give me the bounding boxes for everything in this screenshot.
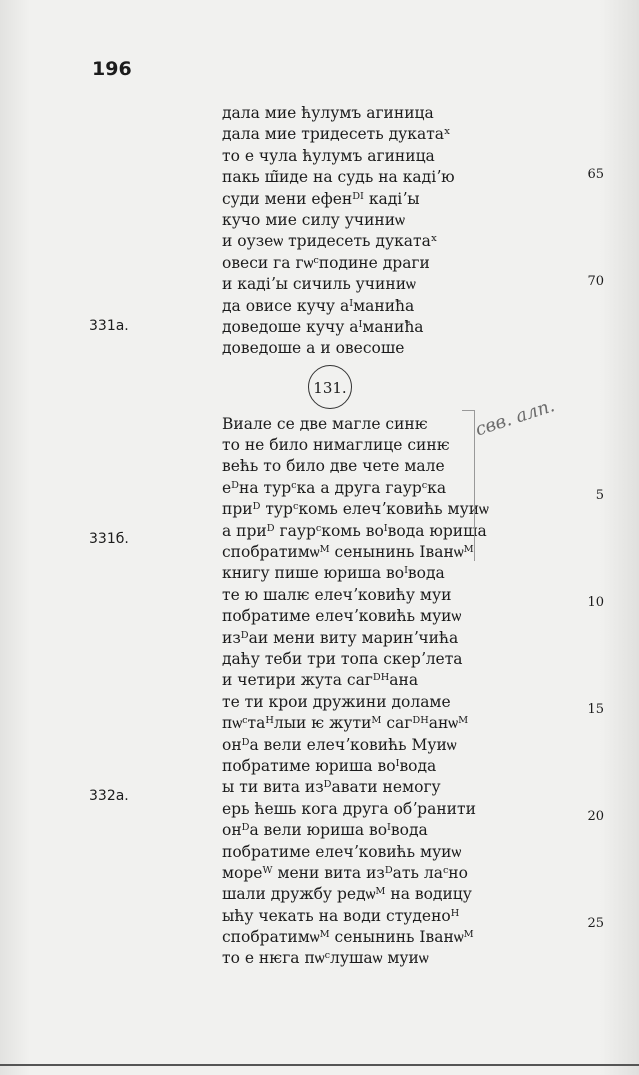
line-number: 65	[587, 167, 604, 182]
verse-column	[222, 103, 522, 970]
pencil-bracket	[462, 410, 475, 561]
verse-line: мореᵂ мени вита изᴰать лаᶜно	[222, 863, 468, 882]
verse-line: онᴰа вели юриша воᴵвода	[222, 821, 428, 840]
verse-line: дала мие тридесеть дукатаˣ	[222, 125, 451, 144]
verse-line: онᴰа вели елечʼковићь Муиѡ	[222, 735, 457, 754]
poem-heading	[222, 360, 522, 414]
page-number: 196	[92, 58, 132, 80]
verse-line: да овисе кучу аᴵманиħа	[222, 296, 415, 315]
verse-line: книгу пише юриша воᴵвода	[222, 564, 445, 583]
verse-line: то е нѥга пѡᶜлушаѡ муиѡ	[222, 949, 429, 968]
verse-line: пѡᶜтаᴴлыи ѥ жутиᴹ сагᴰᴴанѡᴹ	[222, 714, 469, 733]
verse-line: ерь ћешь кога друга обʼранити	[222, 799, 476, 818]
verse-line: спобратимѡᴹ сенынинь Іванѡᴹ	[222, 928, 474, 947]
verse-line: побратиме юриша воᴵвода	[222, 756, 437, 775]
verse-line: шали дружбу редѡᴹ на водицу	[222, 885, 472, 904]
handwritten-note: свв. алп.	[472, 395, 558, 441]
line-number: 25	[587, 916, 604, 931]
verse-line: побратиме елечʼковићь муиѡ	[222, 607, 462, 626]
page-bottom-edge	[0, 1064, 639, 1066]
poem-number-circle: 131.	[308, 365, 352, 409]
verse-line: еᴰна турᶜка а друга гаурᶜка	[222, 478, 447, 497]
verse-line: а приᴰ гаурᶜкомь воᴵвода юриша	[222, 521, 487, 540]
verse-line: доведоше а и овесоше	[222, 339, 405, 358]
verse-line: пакь ш̃иде на судь на кадіʼю	[222, 168, 455, 187]
line-number: 20	[587, 809, 604, 824]
line-number: 70	[587, 274, 604, 289]
manuscript-reference: 331а.	[89, 318, 129, 334]
line-number: 5	[595, 488, 604, 503]
line-number: 15	[587, 702, 604, 717]
manuscript-reference: 332а.	[89, 788, 129, 804]
verse-line: и четири жута сагᴰᴴана	[222, 671, 419, 690]
verse-line: изᴰаи мени виту маринʼчића	[222, 628, 459, 647]
verse-line: суди мени ефенᴰᴵ кадіʼы	[222, 189, 420, 208]
verse-line: овеси га гѡᶜподине драги	[222, 253, 430, 272]
verse-line: кучо мие силу учиниѡ	[222, 210, 405, 229]
verse-line: побратиме елечʼковићь муиѡ	[222, 842, 462, 861]
verse-line: то не било нимаглице синѥ	[222, 436, 450, 455]
verse-line: те ти крои дружини доламе	[222, 692, 451, 711]
verse-line: већь то било две чете мале	[222, 457, 445, 476]
line-number: 10	[587, 595, 604, 610]
verse-line: и кадіʼы сичиль учиниѡ	[222, 275, 416, 294]
verse-line: ыћу чекать на води студеноᴴ	[222, 906, 460, 925]
verse-line: Виале се две магле синѥ	[222, 414, 428, 433]
verse-line: дала мие ћулумъ агиница	[222, 104, 434, 122]
verse-line: даћу теби три топа скерʼлета	[222, 649, 463, 668]
verse-line: ы ти вита изᴰавати немогу	[222, 778, 441, 797]
verse-line: то е чула ћулумъ агиница	[222, 146, 435, 165]
verse-line: спобратимѡᴹ сенынинь Іванѡᴹ	[222, 543, 474, 562]
verse-line: и оузеѡ тридесеть дукатаˣ	[222, 232, 438, 251]
verse-line: те ю шалѥ елечʼковићу муи	[222, 585, 452, 604]
verse-line: доведоше кучу аᴵманиħа	[222, 317, 424, 336]
verse-line: приᴰ турᶜкомь елечʼковићь муиѡ	[222, 500, 489, 519]
manuscript-reference: 331б.	[89, 531, 129, 547]
